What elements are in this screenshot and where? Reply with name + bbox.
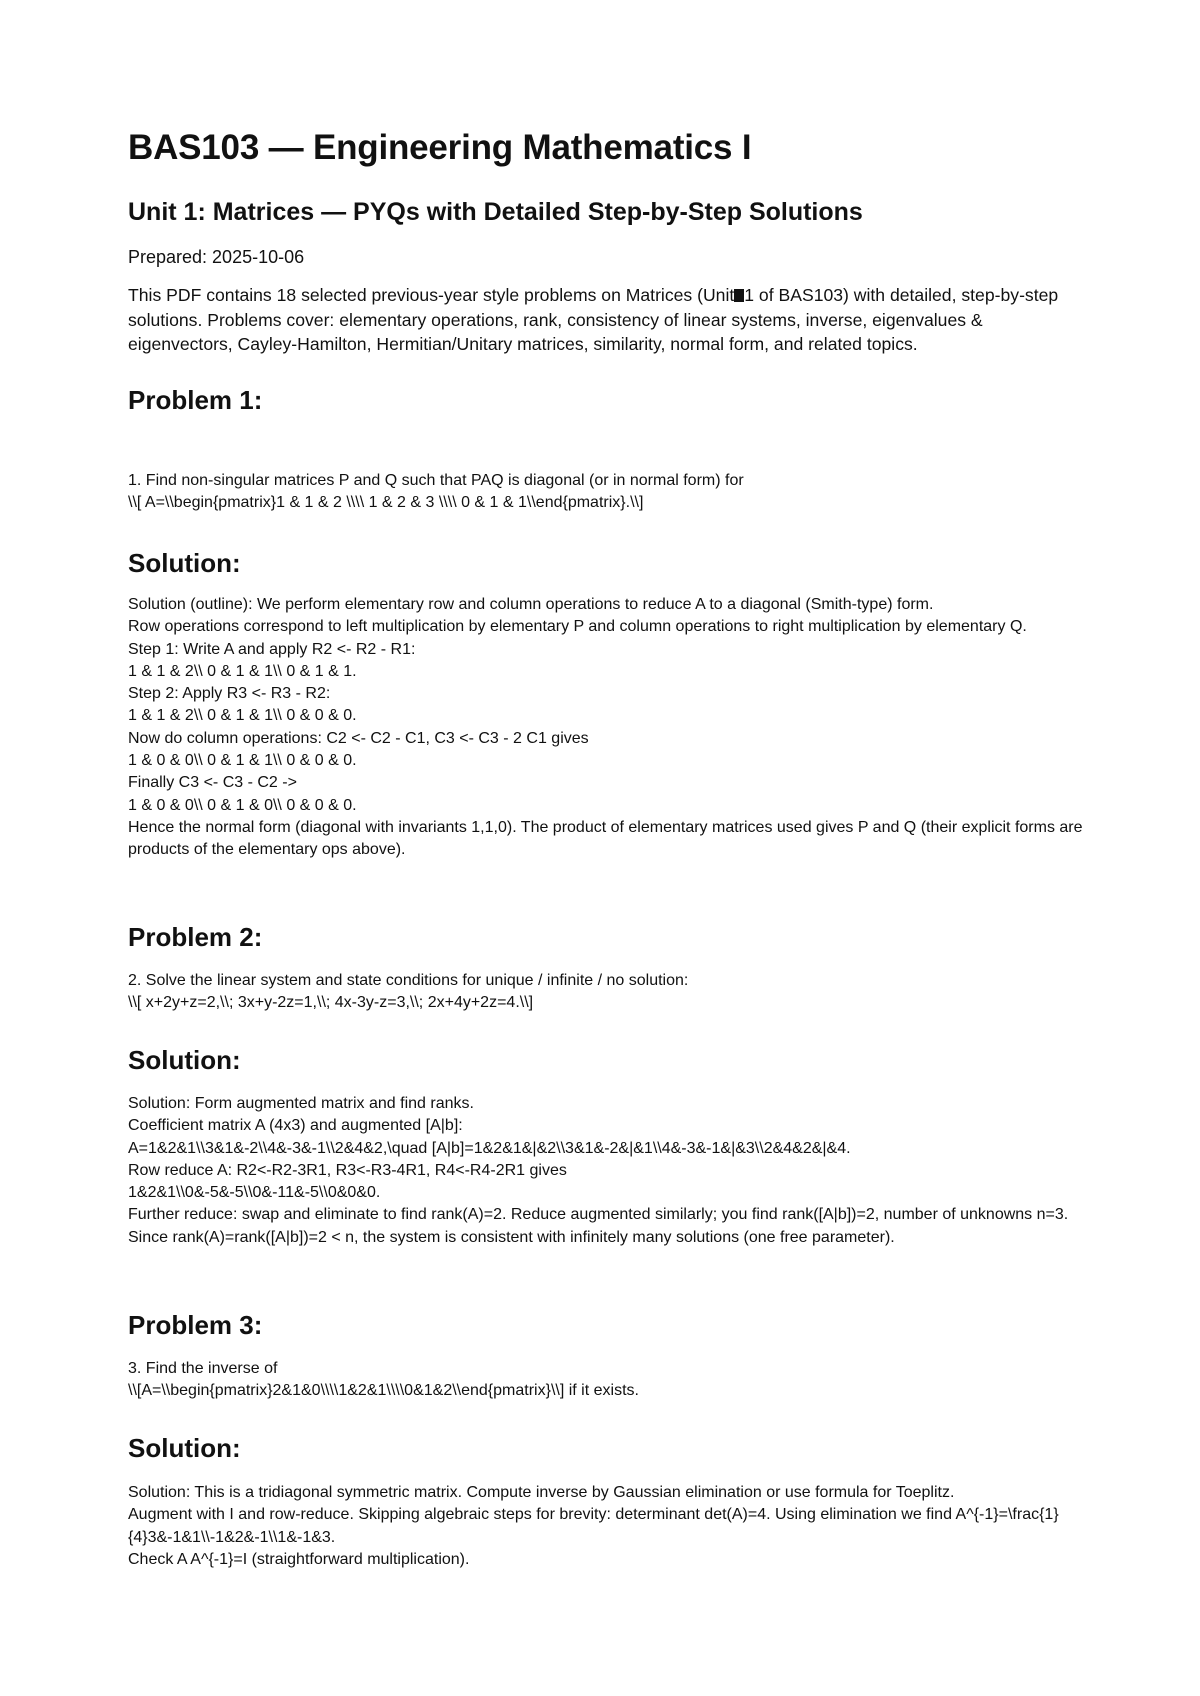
intro-paragraph — [128, 283, 1078, 357]
solution-3-line: Solution: This is a tridiagonal symmetric matrix. Compute inverse by Gaussian elimination or use formula for Toeplitz. — [128, 1484, 955, 1501]
problem-3-line: \\[A=\\begin{pmatrix}2&1&0\\\\1&2&1\\\\0&1&2\\end{pmatrix}\\] if it exists. — [128, 1382, 639, 1400]
solution-1-line: Now do column operations: C2 <- C2 - C1, C3 <- C3 - 2 C1 gives — [128, 729, 589, 747]
problem-1-heading: Problem 1: — [128, 385, 263, 415]
problem-2-line: 2. Solve the linear system and state conditions for unique / infinite / no solution: — [128, 972, 689, 989]
problem-1-line: \\[ A=\\begin{pmatrix}1 & 1 & 2 \\\\ 1 & 2 & 3 \\\\ 0 & 1 & 1\\end{pmatrix}.\\] — [128, 494, 644, 512]
problem-2-statement — [128, 970, 1088, 1015]
solution-1-body — [128, 594, 1088, 862]
missing-glyph-box — [734, 289, 744, 302]
solution-2-line: Row reduce A: R2<-R2-3R1, R3<-R3-4R1, R4<-R4-2R1 gives — [128, 1161, 567, 1179]
solution-2-line: A=1&2&1\\3&1&-2\\4&-3&-1\\2&4&2,\quad [A|b]=1&2&1&|&2\\3&1&-2&|&1\\4&-3&-1&|&3\\2&4&2&|&4. — [128, 1139, 851, 1157]
solution-1-line: Finally C3 <- C3 - C2 -> — [128, 774, 297, 792]
problem-1-statement — [128, 470, 1088, 515]
solution-2-line: Coefficient matrix A (4x3) and augmented [A|b]: — [128, 1117, 463, 1135]
solution-1-line: 1 & 0 & 0\\ 0 & 1 & 1\\ 0 & 0 & 0. — [128, 752, 357, 770]
prepared-date: Prepared: 2025-10-06 — [128, 247, 305, 267]
solution-1-line: 1 & 1 & 2\\ 0 & 1 & 1\\ 0 & 1 & 1. — [128, 662, 357, 680]
document-subtitle: Unit 1: Matrices — PYQs with Detailed Step-by-Step Solutions — [128, 198, 863, 226]
problem-3-heading: Problem 3: — [128, 1310, 263, 1340]
solution-3-heading: Solution: — [128, 1433, 241, 1463]
solution-1-line: 1 & 0 & 0\\ 0 & 1 & 0\\ 0 & 0 & 0. — [128, 796, 357, 814]
solution-2-line: Further reduce: swap and eliminate to find rank(A)=2. Reduce augmented similarly; you find rank([A|b])=2, number of unknowns n=3. — [128, 1206, 1069, 1224]
solution-3-line: Check A A^{-1}=I (straightforward multiplication). — [128, 1550, 470, 1568]
solution-2-line: Since rank(A)=rank([A|b])=2 < n, the system is consistent with infinitely many solutions (one free parameter). — [128, 1228, 895, 1246]
solution-1-line: Solution (outline): We perform elementary row and column operations to reduce A to a diagonal (Smith-type) form. — [128, 596, 934, 613]
solution-2-body — [128, 1093, 1088, 1249]
problem-3-line: 3. Find the inverse of — [128, 1360, 278, 1377]
problem-2-line: \\[ x+2y+z=2,\\; 3x+y-2z=1,\\; 4x-3y-z=3,\\; 2x+4y+2z=4.\\] — [128, 994, 534, 1012]
solution-2-line: Solution: Form augmented matrix and find ranks. — [128, 1095, 474, 1112]
solution-1-heading: Solution: — [128, 548, 241, 578]
intro-text-part-2: 1 of BAS103) with detailed, step-by-step solutions. Problems cover: elementary operations, rank, consistency of linear systems, inverse, eigenvalues & eigenvectors, Cayley-Hamilton, Hermitian/Unitary matrices, similarity, normal form, and related topics. — [128, 285, 1059, 354]
solution-1-line: Hence the normal form (diagonal with invariants 1,1,0). The product of elementary matrices used gives P and Q (their explicit forms are products of the elementary ops above). — [128, 818, 1083, 859]
problem-2-heading: Problem 2: — [128, 922, 263, 952]
problem-1-line: 1. Find non-singular matrices P and Q such that PAQ is diagonal (or in normal form) for — [128, 472, 744, 489]
solution-2-heading: Solution: — [128, 1045, 241, 1075]
intro-text-part-1: This PDF contains 18 selected previous-year style problems on Matrices (Unit — [128, 285, 735, 305]
solution-1-line: Step 1: Write A and apply R2 <- R2 - R1: — [128, 640, 416, 658]
problem-3-statement — [128, 1358, 1088, 1403]
solution-3-line: Augment with I and row-reduce. Skipping algebraic steps for brevity: determinant det(A)=4. Using elimination we find A^{-1}=\frac{1}{4}3&-1&1\\-1&2&-1\\1&-1&3. — [128, 1506, 1059, 1546]
solution-2-line: 1&2&1\\0&-5&-5\\0&-11&-5\\0&0&0. — [128, 1184, 381, 1202]
document-title: BAS103 — Engineering Mathematics I — [128, 128, 752, 167]
solution-1-line: 1 & 1 & 2\\ 0 & 1 & 1\\ 0 & 0 & 0. — [128, 707, 357, 725]
solution-1-line: Step 2: Apply R3 <- R3 - R2: — [128, 685, 331, 703]
solution-1-line: Row operations correspond to left multiplication by elementary P and column operations to right multiplication by elementary Q. — [128, 618, 1027, 636]
solution-3-body — [128, 1482, 1088, 1571]
